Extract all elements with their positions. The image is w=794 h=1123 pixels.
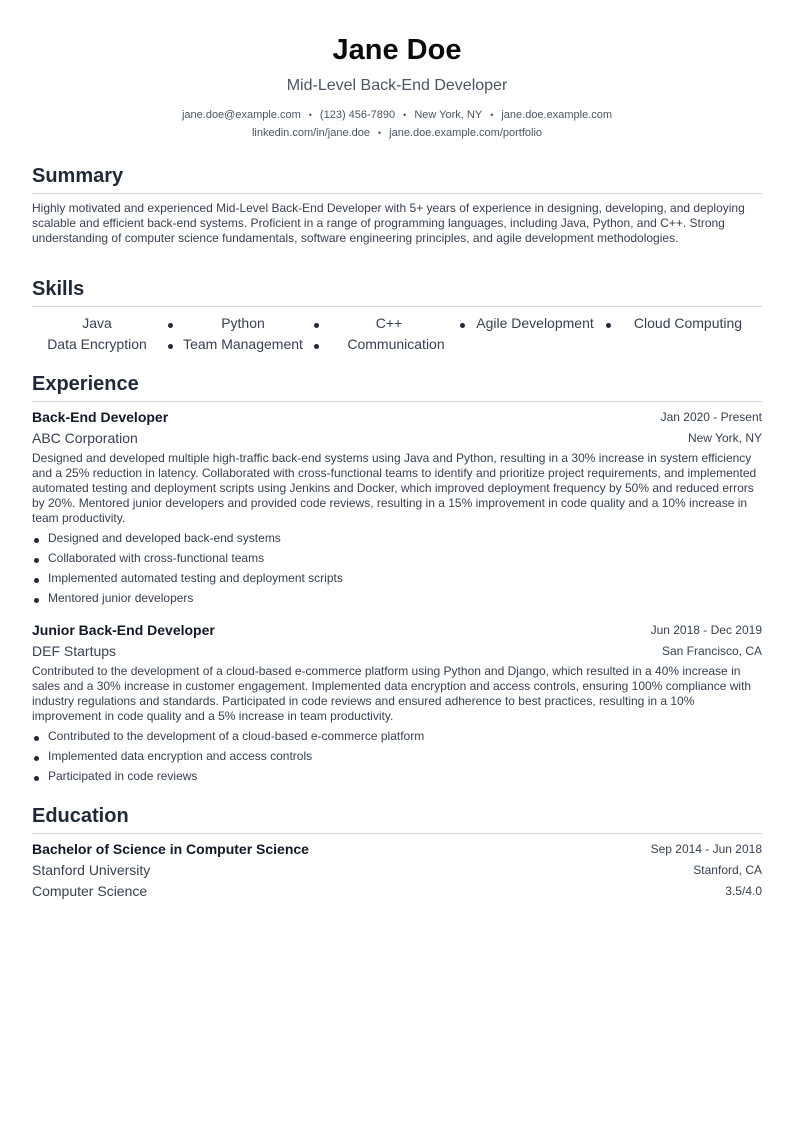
separator-dot: • [378, 128, 382, 138]
summary-text: Highly motivated and experienced Mid-Level Back-End Developer with 5+ years of experience in designing, developing, and deploying scalable and efficient back-end systems. Proficient in a range of programming languages, including Java, Python, and C++. Strong understanding of computer science fundamentals, software engineering principles, and agile development methodologies. [32, 201, 745, 245]
bullet-dot [34, 538, 39, 543]
skill-item: Communication [347, 336, 445, 352]
bullet-dot [34, 736, 39, 741]
bullet-text: Collaborated with cross-functional teams [48, 551, 265, 565]
job-description: Contributed to the development of a cloud-based e-commerce platform using Python and Django, which resulted in a 40% increase in sales and a 30% increase in customer engagement. Implemented data encryption and access controls, ensuring 100% compliance with industry regulations and standards. Participated in code reviews and ensured adherence to best practices, resulting in a 10% improvement in code quality and a 5% increase in team productivity. [32, 664, 752, 723]
job-bullet-list [32, 530, 762, 610]
contact-row-primary [32, 107, 762, 123]
education-dates: Sep 2014 - Jun 2018 [650, 842, 762, 856]
bullet-dot [34, 558, 39, 563]
skill-separator-dot [460, 323, 465, 328]
separator-dot: • [403, 110, 407, 120]
job-dates: Jun 2018 - Dec 2019 [650, 623, 762, 637]
bullet-text: Participated in code reviews [48, 769, 198, 783]
skill-item: Team Management [183, 336, 303, 352]
skill-item: Agile Development [476, 315, 594, 331]
job-dates: Jan 2020 - Present [660, 410, 762, 424]
linkedin-link[interactable]: linkedin.com/in/jane.doe [251, 127, 370, 139]
bullet-dot [34, 756, 39, 761]
location-text: New York, NY [414, 109, 483, 121]
job-bullet [32, 550, 762, 570]
job-location: New York, NY [687, 431, 762, 445]
skill-item: Cloud Computing [633, 315, 743, 331]
job-description: Designed and developed multiple high-traffic back-end systems using Java and Python, resulting in a 30% increase in system efficiency and a 25% reduction in latency. Collaborated with cross-functional teams to identify and prioritize project requirements, and implemented automated testing and deployment scripts using Jenkins and Docker, which improved deployment frequency by 50% and reduced errors by 20%. Mentored junior developers and provided code reviews, resulting in a 15% improvement in code quality and a 10% increase in team productivity. [32, 451, 757, 525]
skill-separator-dot [314, 344, 319, 349]
job-title: Back-End Developer [32, 409, 169, 425]
school-location: Stanford, CA [693, 863, 762, 877]
job-bullet [32, 728, 762, 748]
summary-heading: Summary [32, 163, 762, 194]
bullet-dot [34, 776, 39, 781]
job-bullet [32, 768, 762, 788]
school-name: Stanford University [32, 862, 151, 878]
skill-separator-dot [606, 323, 611, 328]
education-heading: Education [32, 803, 762, 834]
job-bullet [32, 530, 762, 550]
candidate-name: Jane Doe [332, 34, 462, 66]
bullet-text: Designed and developed back-end systems [48, 531, 281, 545]
separator-dot: • [490, 110, 494, 120]
website-link[interactable]: jane.doe.example.com [501, 109, 613, 121]
gpa-value: 3.5/4.0 [725, 884, 762, 898]
skills-heading: Skills [32, 276, 762, 307]
email-link[interactable]: jane.doe@example.com [181, 109, 301, 121]
skill-separator-dot [314, 323, 319, 328]
candidate-headline: Mid-Level Back-End Developer [286, 77, 508, 94]
field-of-study: Computer Science [32, 883, 148, 899]
skills-list [32, 314, 762, 358]
separator-dot: • [308, 110, 312, 120]
job-location: San Francisco, CA [661, 644, 762, 658]
skill-item: Java [82, 315, 112, 331]
skill-item: C++ [375, 315, 403, 331]
degree-title: Bachelor of Science in Computer Science [32, 841, 309, 857]
skill-item: Python [221, 315, 265, 331]
experience-heading: Experience [32, 371, 762, 402]
job-company: ABC Corporation [32, 430, 138, 446]
skill-separator-dot [168, 323, 173, 328]
contact-row-secondary [32, 125, 762, 141]
portfolio-link[interactable]: jane.doe.example.com/portfolio [389, 127, 543, 139]
bullet-text: Implemented automated testing and deployment scripts [48, 571, 343, 585]
job-bullet [32, 570, 762, 590]
bullet-text: Implemented data encryption and access controls [48, 749, 313, 763]
phone-text: (123) 456-7890 [319, 109, 396, 121]
job-bullet [32, 590, 762, 610]
job-bullet-list [32, 728, 762, 788]
job-company: DEF Startups [32, 643, 117, 659]
job-title: Junior Back-End Developer [32, 622, 215, 638]
bullet-text: Contributed to the development of a cloud-based e-commerce platform [48, 729, 425, 743]
job-bullet [32, 748, 762, 768]
bullet-dot [34, 578, 39, 583]
bullet-dot [34, 598, 39, 603]
skill-separator-dot [168, 344, 173, 349]
skill-item: Data Encryption [47, 336, 147, 352]
bullet-text: Mentored junior developers [48, 591, 194, 605]
